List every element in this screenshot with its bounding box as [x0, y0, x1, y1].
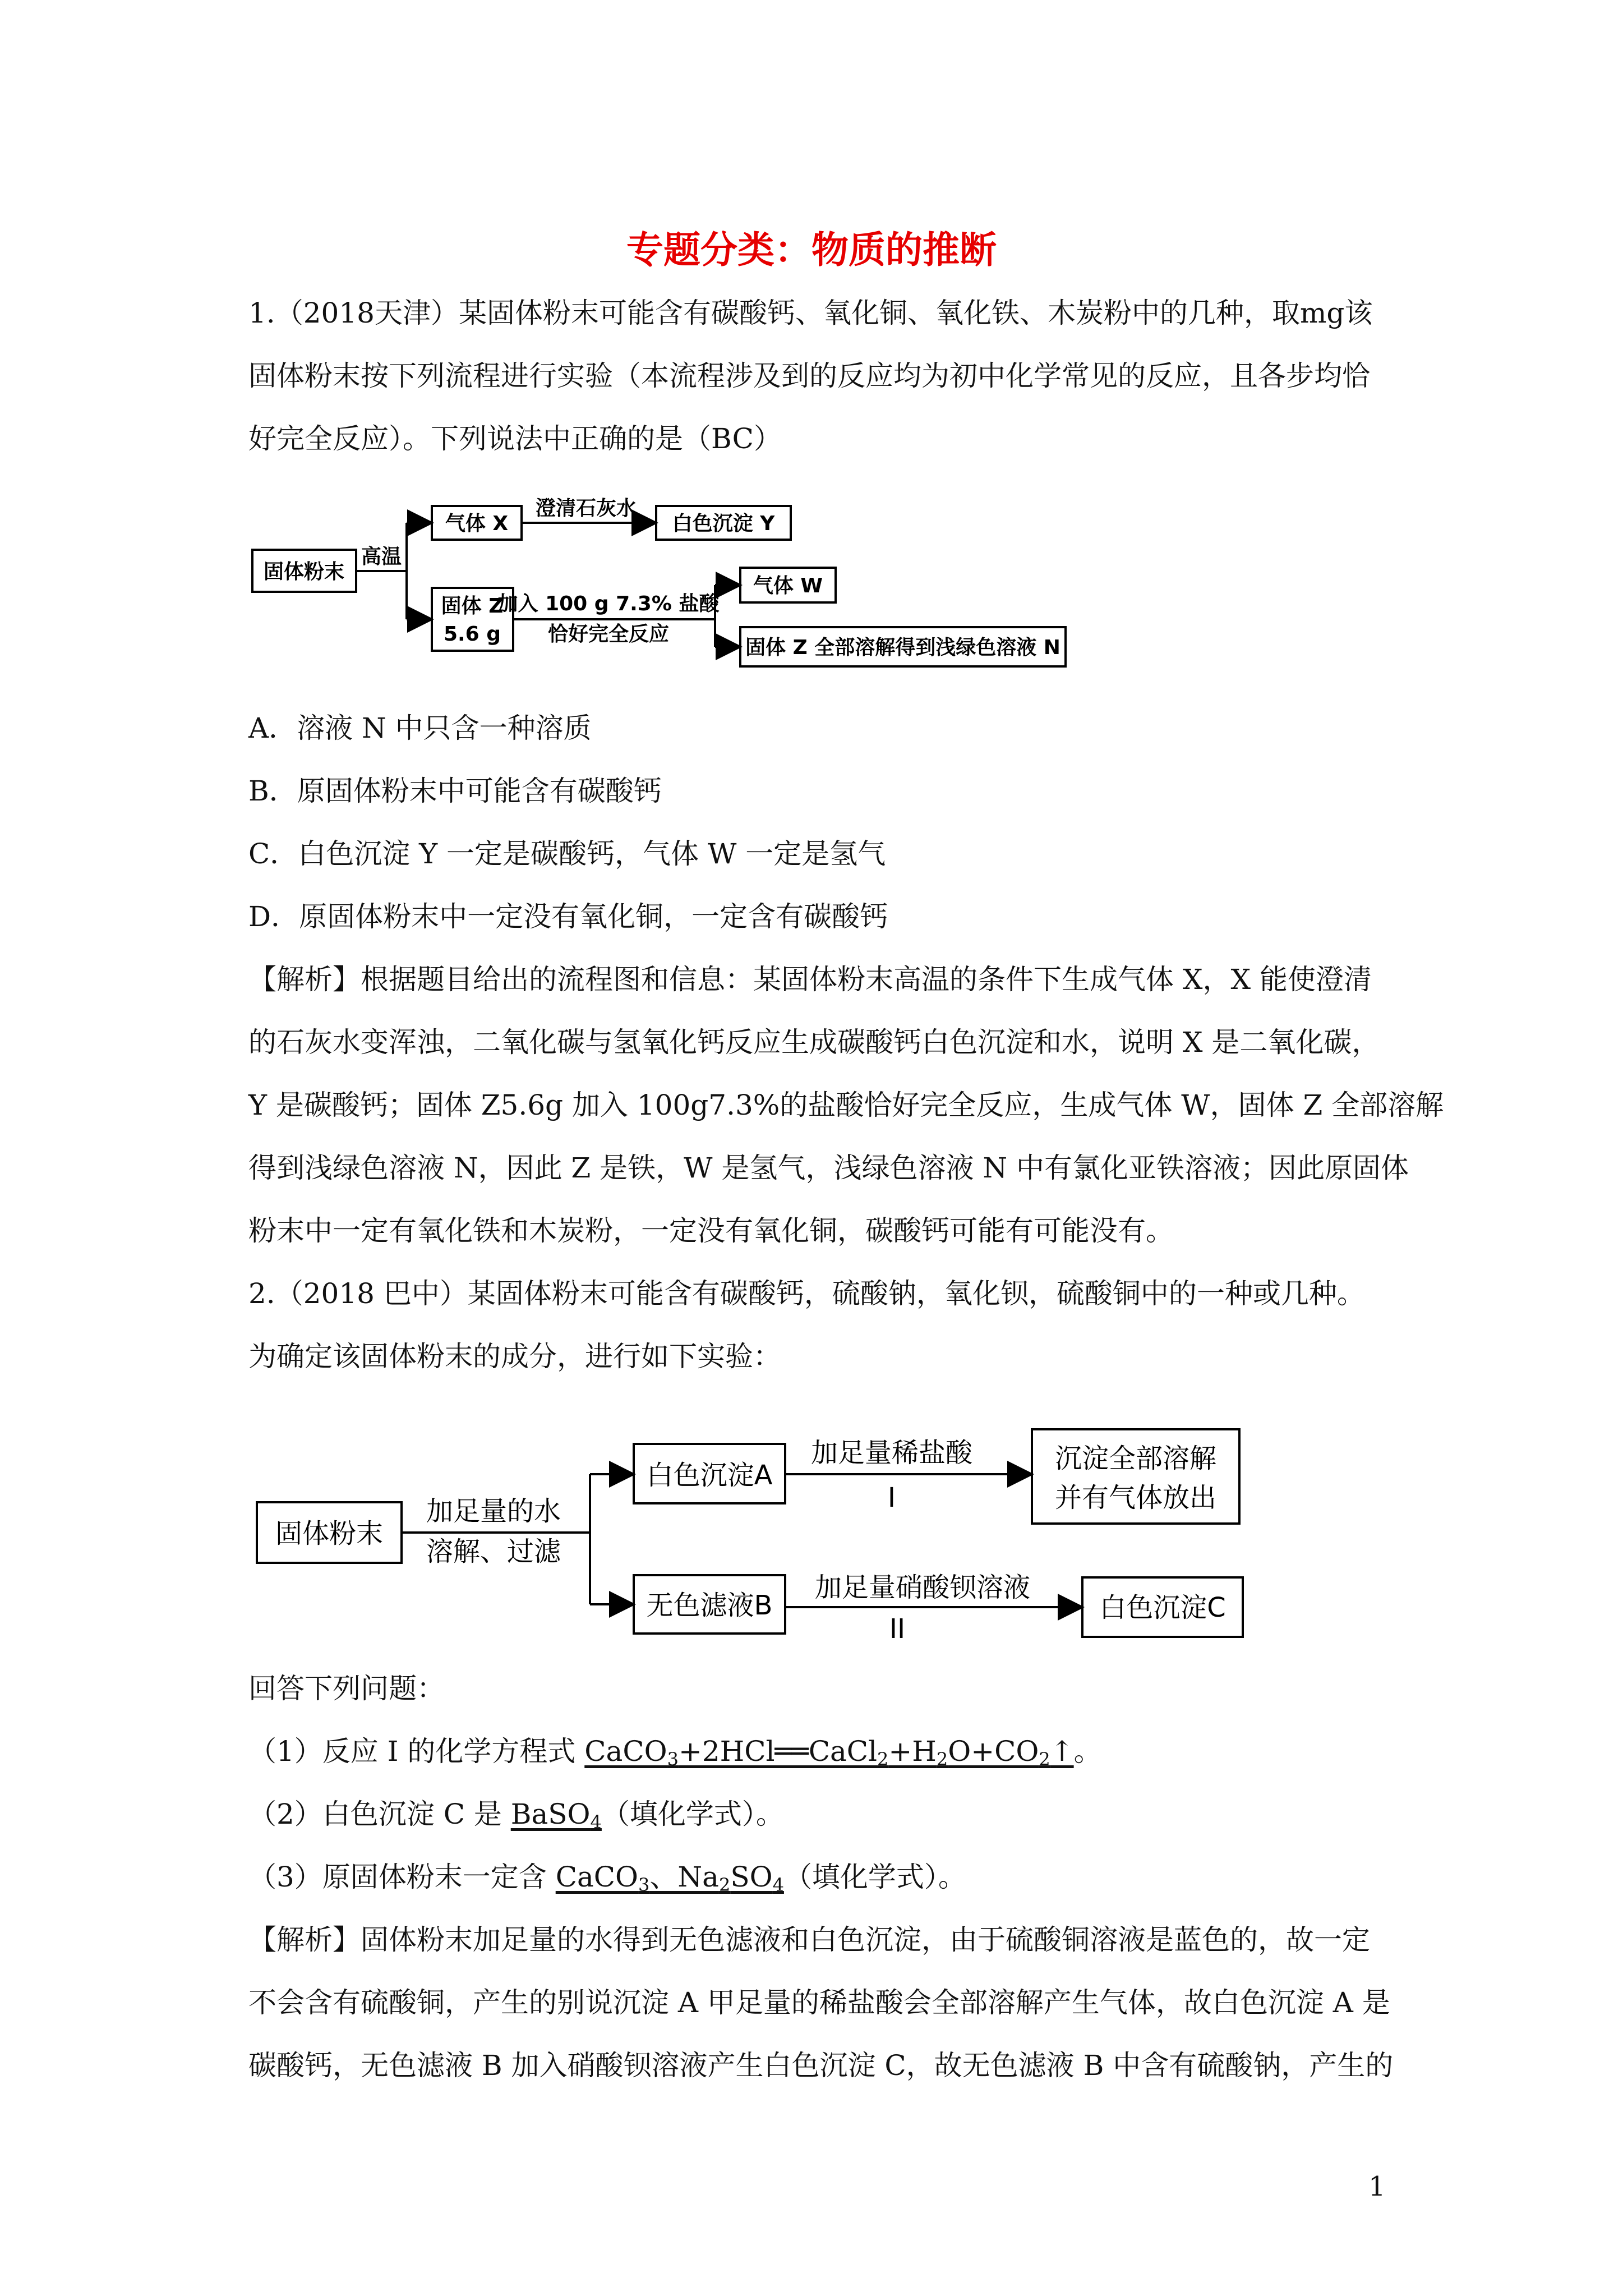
q1-limewater-label: 澄清石灰水 [535, 497, 637, 520]
q2-dissolve-label: 溶解、过滤 [426, 1536, 561, 1567]
q1-analysis-line-4: 得到浅绿色溶液 N，因此 Z 是铁，W 是氢气，浅绿色溶液 N 中有氯化亚铁溶液；因此原固体 [248, 1152, 1409, 1184]
q2-solid-label: 固体粉末 [275, 1518, 384, 1549]
q2-answer-2-formula: BaSO$_4$ [510, 1798, 602, 1833]
q2-filtrate-b-label: 无色滤液B [646, 1590, 773, 1621]
q2-add-hcl-label: 加足量稀盐酸 [810, 1437, 973, 1469]
q1-solid-z-mass: 5.6 g [443, 623, 501, 646]
q2-analysis-line-2: 不会含有硫酸铜，产生的别说沉淀 A 甲足量的稀盐酸会全部溶解产生气体，故白色沉淀 A 是 [248, 1986, 1390, 2019]
q1-analysis-line-1: 【解析】根据题目给出的流程图和信息：某固体粉末高温的条件下生成气体 X，X 能使澄清 [248, 963, 1372, 996]
q2-answer-3-prefix: （3）原固体粉末一定含 [248, 1861, 556, 1893]
q1-analysis-line-5: 粉末中一定有氧化铁和木炭粉，一定没有氧化铜，碳酸钙可能有可能没有。 [248, 1214, 1174, 1247]
q1-gas-w-label: 气体 W [753, 574, 823, 597]
q1-ppt-y-label: 白色沉淀 Y [672, 512, 775, 535]
q2-step2-label: II [889, 1613, 906, 1645]
q2-answer-3-suffix: （填化学式）。 [783, 1861, 966, 1893]
q1-gas-x-label: 气体 X [445, 512, 509, 535]
q2-stem-line-1: 2.（2018 巴中）某固体粉末可能含有碳酸钙，硫酸钠，氧化钡，硫酸铜中的一种或几种。 [248, 1277, 1365, 1310]
q1-analysis-line-3: Y 是碳酸钙；固体 Z5.6g 加入 100g7.3%的盐酸恰好完全反应，生成气体 W，固体 Z 全部溶解 [248, 1089, 1444, 1121]
q1-analysis-line-2: 的石灰水变浑浊，二氧化碳与氢氧化钙反应生成碳酸钙白色沉淀和水，说明 X 是二氧化碳， [248, 1026, 1380, 1059]
q1-complete-label: 恰好完全反应 [547, 623, 670, 646]
q1-stem-line-1: 1.（2018天津）某固体粉末可能含有碳酸钙、氧化铜、氧化铁、木炭粉中的几种，取mg该 [248, 297, 1373, 329]
q2-answer-1 [248, 1734, 1102, 1776]
page-number: 1 [1368, 2171, 1386, 2202]
q2-add-bano3-label: 加足量硝酸钡溶液 [814, 1572, 1031, 1603]
q2-analysis-line-1: 【解析】固体粉末加足量的水得到无色滤液和白色沉淀，由于硫酸铜溶液是蓝色的，故一定 [248, 1924, 1370, 1956]
q2-add-water-label: 加足量的水 [426, 1496, 561, 1527]
q1-option-c: C．白色沉淀 Y 一定是碳酸钙，气体 W 一定是氢气 [248, 838, 886, 870]
q1-stem-line-2: 固体粉末按下列流程进行实验（本流程涉及到的反应均为初中化学常见的反应，且各步均恰 [248, 360, 1370, 392]
q2-step1-label: I [887, 1482, 896, 1513]
q2-answer-3 [248, 1860, 966, 1902]
q2-result1-line2: 并有气体放出 [1054, 1482, 1217, 1513]
q1-option-d: D．原固体粉末中一定没有氧化铜，一定含有碳酸钙 [248, 900, 888, 933]
page-title: 专题分类：物质的推断 [626, 228, 997, 272]
q2-ppt-c-label: 白色沉淀C [1099, 1592, 1226, 1623]
q2-answer-1-suffix: 。 [1073, 1735, 1102, 1768]
q1-solid-label: 固体粉末 [263, 560, 345, 583]
q1-stem-line-3: 好完全反应）。下列说法中正确的是（BC） [248, 422, 782, 455]
q2-answer-2-prefix: （2）白色沉淀 C 是 [248, 1798, 511, 1830]
q2-answer-1-equation: $CaCO_3+2HCl══CaCl_2+H_2O+CO_2↑$ [584, 1735, 1074, 1770]
q2-stem-line-2: 为确定该固体粉末的成分，进行如下实验： [248, 1340, 781, 1373]
q2-answer-3-formula: CaCO$_3$、$Na_2SO_4$ [555, 1861, 784, 1895]
q2-ppt-a-label: 白色沉淀A [646, 1460, 773, 1491]
q2-answer-intro: 回答下列问题： [248, 1672, 445, 1705]
q2-analysis-line-3: 碳酸钙，无色滤液 B 加入硝酸钡溶液产生白色沉淀 C，故无色滤液 B 中含有硫酸钠，产生的 [248, 2049, 1394, 2082]
q1-high-temp-label: 高温 [361, 545, 402, 568]
q1-solid-z-label: 固体 Z [441, 595, 504, 618]
q1-add-hcl-label: 加入 100 g 7.3% 盐酸 [497, 592, 720, 615]
q2-answer-2-suffix: （填化学式）。 [601, 1798, 784, 1830]
q1-flow-diagram [247, 494, 1077, 679]
q2-answer-2 [248, 1797, 784, 1839]
q2-answer-1-prefix: （1）反应 I 的化学方程式 [248, 1735, 585, 1768]
q2-flow-diagram [247, 1414, 1267, 1649]
q1-result-n-label: 固体 Z 全部溶解得到浅绿色溶液 N [745, 636, 1061, 659]
q1-option-a: A．溶液 N 中只含一种溶质 [248, 712, 592, 744]
q1-option-b: B．原固体粉末中可能含有碳酸钙 [248, 775, 662, 807]
q2-result1-line1: 沉淀全部溶解 [1054, 1443, 1217, 1474]
